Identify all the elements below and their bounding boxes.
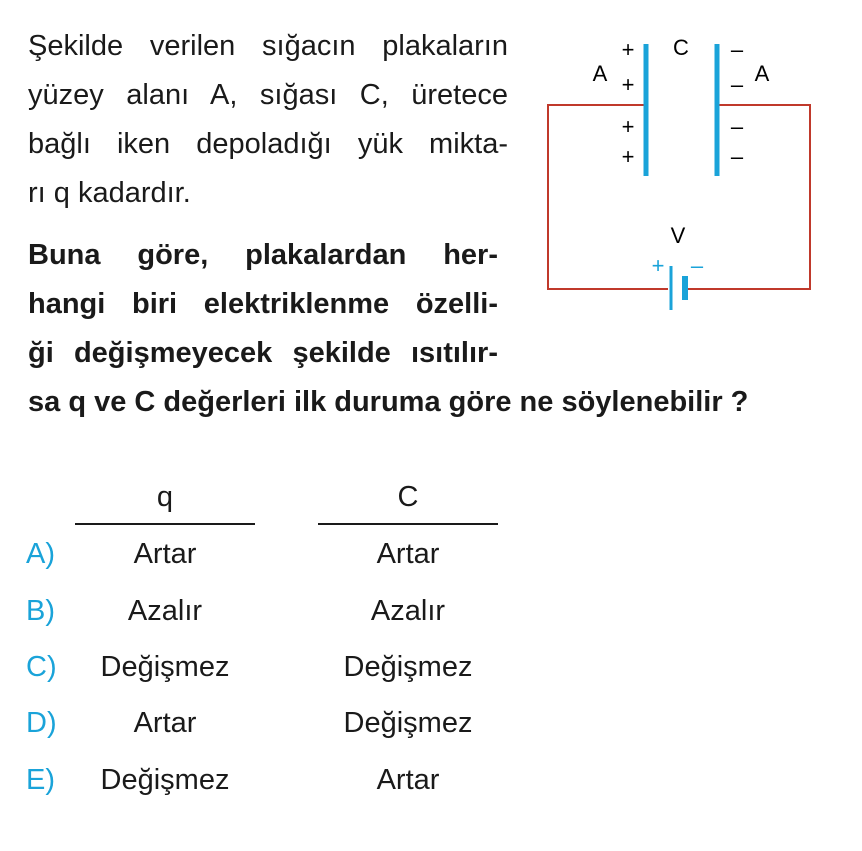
battery-plus-sign: + [651, 253, 665, 278]
stem-line-1: Şekilde verilen sığacın plakaların [28, 30, 508, 62]
minus-sign: – [730, 144, 744, 169]
option-letter: E) [26, 764, 55, 796]
column-header-q: q [156, 481, 174, 513]
plus-sign: + [621, 144, 635, 169]
left-plate-area-label: A [592, 61, 608, 86]
header-rule-q [75, 523, 255, 525]
option-q-value: Değişmez [100, 651, 230, 683]
stem-line-2: yüzey alanı A, sığası C, üretece [28, 79, 508, 111]
question-line-1: Buna göre, plakalardan her- [28, 239, 498, 271]
header-rule-c [318, 523, 498, 525]
column-header-c: C [397, 481, 419, 513]
option-q-value: Değişmez [100, 764, 230, 796]
option-letter: A) [26, 538, 55, 570]
option-c-value: Artar [376, 538, 440, 570]
option-q-value: Artar [133, 707, 197, 739]
stem-line-4: rı q kadardır. [28, 177, 191, 209]
question-line-3: ği değişmeyecek şekilde ısıtılır- [28, 337, 498, 369]
option-q-value: Artar [133, 538, 197, 570]
option-letter: B) [26, 595, 55, 627]
minus-sign: – [730, 114, 744, 139]
right-plate-area-label: A [754, 61, 770, 86]
option-letter: D) [26, 707, 57, 739]
question-stem [28, 22, 508, 218]
option-c-value: Değişmez [343, 707, 473, 739]
option-q-value: Azalır [127, 595, 203, 627]
plus-sign: + [621, 72, 635, 97]
capacitance-label: C [673, 35, 689, 60]
option-letter: C) [26, 651, 57, 683]
battery-minus-sign: – [690, 253, 704, 278]
capacitor-circuit-diagram [540, 30, 820, 320]
option-c-value: Değişmez [343, 651, 473, 683]
stem-line-3: bağlı iken depoladığı yük mikta- [28, 128, 508, 160]
minus-sign: – [730, 37, 744, 62]
voltage-label: V [670, 223, 686, 248]
question-line-4: sa q ve C değerleri ilk duruma göre ne söylenebilir ? [28, 386, 749, 418]
option-c-value: Artar [376, 764, 440, 796]
question-line-2: hangi biri elektriklenme özelli- [28, 288, 498, 320]
plus-sign: + [621, 37, 635, 62]
minus-sign: – [730, 72, 744, 97]
plus-sign: + [621, 114, 635, 139]
option-c-value: Azalır [370, 595, 446, 627]
circuit-wire [548, 105, 810, 289]
